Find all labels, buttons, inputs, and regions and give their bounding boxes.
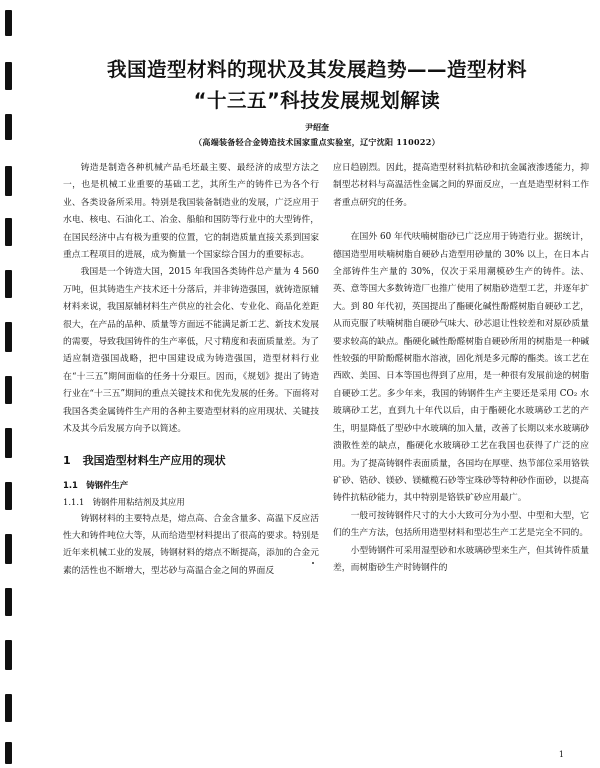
binding-mark (5, 62, 12, 90)
binding-mark (5, 742, 12, 764)
page-number: 1 (558, 750, 564, 759)
left-column (63, 160, 319, 580)
binding-mark (5, 376, 12, 404)
binding-mark (5, 534, 12, 564)
binding-mark (5, 218, 12, 246)
binding-mark (5, 270, 12, 298)
section-1-heading (63, 453, 319, 469)
section-1-number: 1 (63, 453, 71, 467)
right-paragraph-4: 小型铸钢件可采用湿型砂和水玻璃砂型来生产，但其铸件质量差，而树脂砂生产时铸钢件的 (333, 545, 589, 573)
author-name: 尹绍奎 (305, 122, 329, 132)
section-1-paragraph-1: 铸钢材料的主要特点是，熔点高、合金含量多、高温下反应活性大和铸件吨位大等，从而给造型材料提出了很高的要求。特别是近年来机械工业的发展，铸钢材料的熔点不断提高，添加的合金元素的活性也不断增大，型芯砂与高温合金之间的界面反 (63, 513, 319, 576)
right-paragraph-3: 一般可按铸钢件尺寸的大小大致可分为小型、中型和大型，它们的生产方法，包括所用造型材料和型芯生产工艺是完全不同的。 (333, 510, 589, 539)
binding-mark (5, 166, 12, 196)
binding-mark (5, 482, 12, 510)
right-column (333, 160, 589, 577)
binding-mark (5, 10, 12, 36)
binding-mark (5, 322, 12, 352)
title-line-1: 我国造型材料的现状及其发展趋势——造型材料 (106, 58, 527, 81)
binding-mark (5, 114, 12, 140)
right-paragraph-2: 在国外 60 年代呋喃树脂砂已广泛应用于铸造行业。据统计，德国造型用呋喃树脂自硬砂占造型用砂量的 30% 以上，在日本占全部铸件生产量的 30%，仅次于采用潮模砂生产的铸件。法、英、意等国大多数铸造厂也推广使用了树脂砂造型工艺，并逐年扩大。到 80 年代初，英国提出了酯硬化碱性酚醛树脂自硬砂工艺，从而克服了呋喃树脂自硬砂气味大、砂芯退让性较差和对原砂质量要求较高的缺点。酯硬化碱性酚醛树脂自硬砂所用的树脂是一种碱性较强的甲阶酚醛树脂水溶液，固化剂是多元醇的酯类。该工艺在西欧、美国、日本等国也得到了应用，是一种很有发展前途的树脂自硬砂工艺。多少年来，我国的铸钢件生产主要还是采用 CO₂ 水玻璃砂工艺，直到九十年代以后，由于酯硬化水玻璃砂工艺的产生，明显降低了型砂中水玻璃的加入量，改善了长期以来水玻璃砂溃散性差的缺点，酯硬化水玻璃砂工艺在我国也获得了广泛的应用。为了提高铸钢件表面质量，各国均在厚壁、热节部位采用铬铁矿砂、锆砂、镁砂、镁橄榄石砂等宝珠砂等特种砂作面砂，以提高铸件抗粘砂能力，其中特别是铬铁矿砂应用最广。 (333, 232, 589, 504)
binding-mark (5, 588, 12, 616)
scan-speck (312, 562, 314, 564)
right-paragraph-1: 应日趋剧烈。因此，提高造型材料抗粘砂和抗金属液渗透能力，抑制型芯材料与高温活性金属之间的界面反应，一直是造型材料工作者重点研究的任务。 (333, 163, 589, 208)
binding-mark (5, 694, 12, 722)
section-1-title: 我国造型材料生产应用的现状 (82, 453, 226, 467)
subsection-1-1-heading: 1.1 铸钢件生产 (63, 479, 129, 490)
title-line-2: “十三五”科技发展规划解读 (193, 89, 441, 112)
binding-holes (0, 0, 22, 768)
paper-title (48, 54, 586, 116)
subsection-1-1-1-heading: 1.1.1 铸钢件用粘结剂及其应用 (63, 496, 185, 507)
author-affiliation: （高端装备轻合金铸造技术国家重点实验室，辽宁沈阳 110022） (194, 137, 440, 147)
intro-paragraph-2: 我国是一个铸造大国，2015 年我国各类铸件总产量为 4 560 万吨，但其铸造生产技术还十分落后，并非铸造强国，就铸造原辅材料来说，我国原辅材料生产供应的社会化、专业化、商品化差距很大，在产品的品种、质量等方面远不能满足新工艺、新技术发展的需要，导致我国铸件的生产率低，尺寸精度和表面质量差。为了适应制造强国战略，把中国建设成为铸造强国，造型材料行业在“十三五”期间面临的任务十分艰巨。因而，《规划》提出了铸造行业在“十三五”期间的重点关键技术和优先发展的任务。下面将对我国各类金属铸件生产用的各种主要造型材料的应用现状、关键技术及其今后发展方向予以简述。 (63, 267, 319, 435)
paper-page (48, 0, 589, 768)
intro-paragraph-1: 铸造是制造各种机械产品毛坯最主要、最经济的成型方法之一，也是机械工业重要的基础工艺，其所生产的铸件已为各个行业、各类设备所采用。特别是我国装备制造业的发展，广泛应用于水电、核电、石油化工、冶金、船舶和国防等行业中的大型铸件，在国民经济中占有极为重要的位置，它的制造质量直接关系到国家重点工程项目的进展，成为衡量一个国家综合国力的重要标志。 (63, 163, 319, 261)
binding-mark (5, 640, 12, 670)
binding-mark (5, 428, 12, 458)
